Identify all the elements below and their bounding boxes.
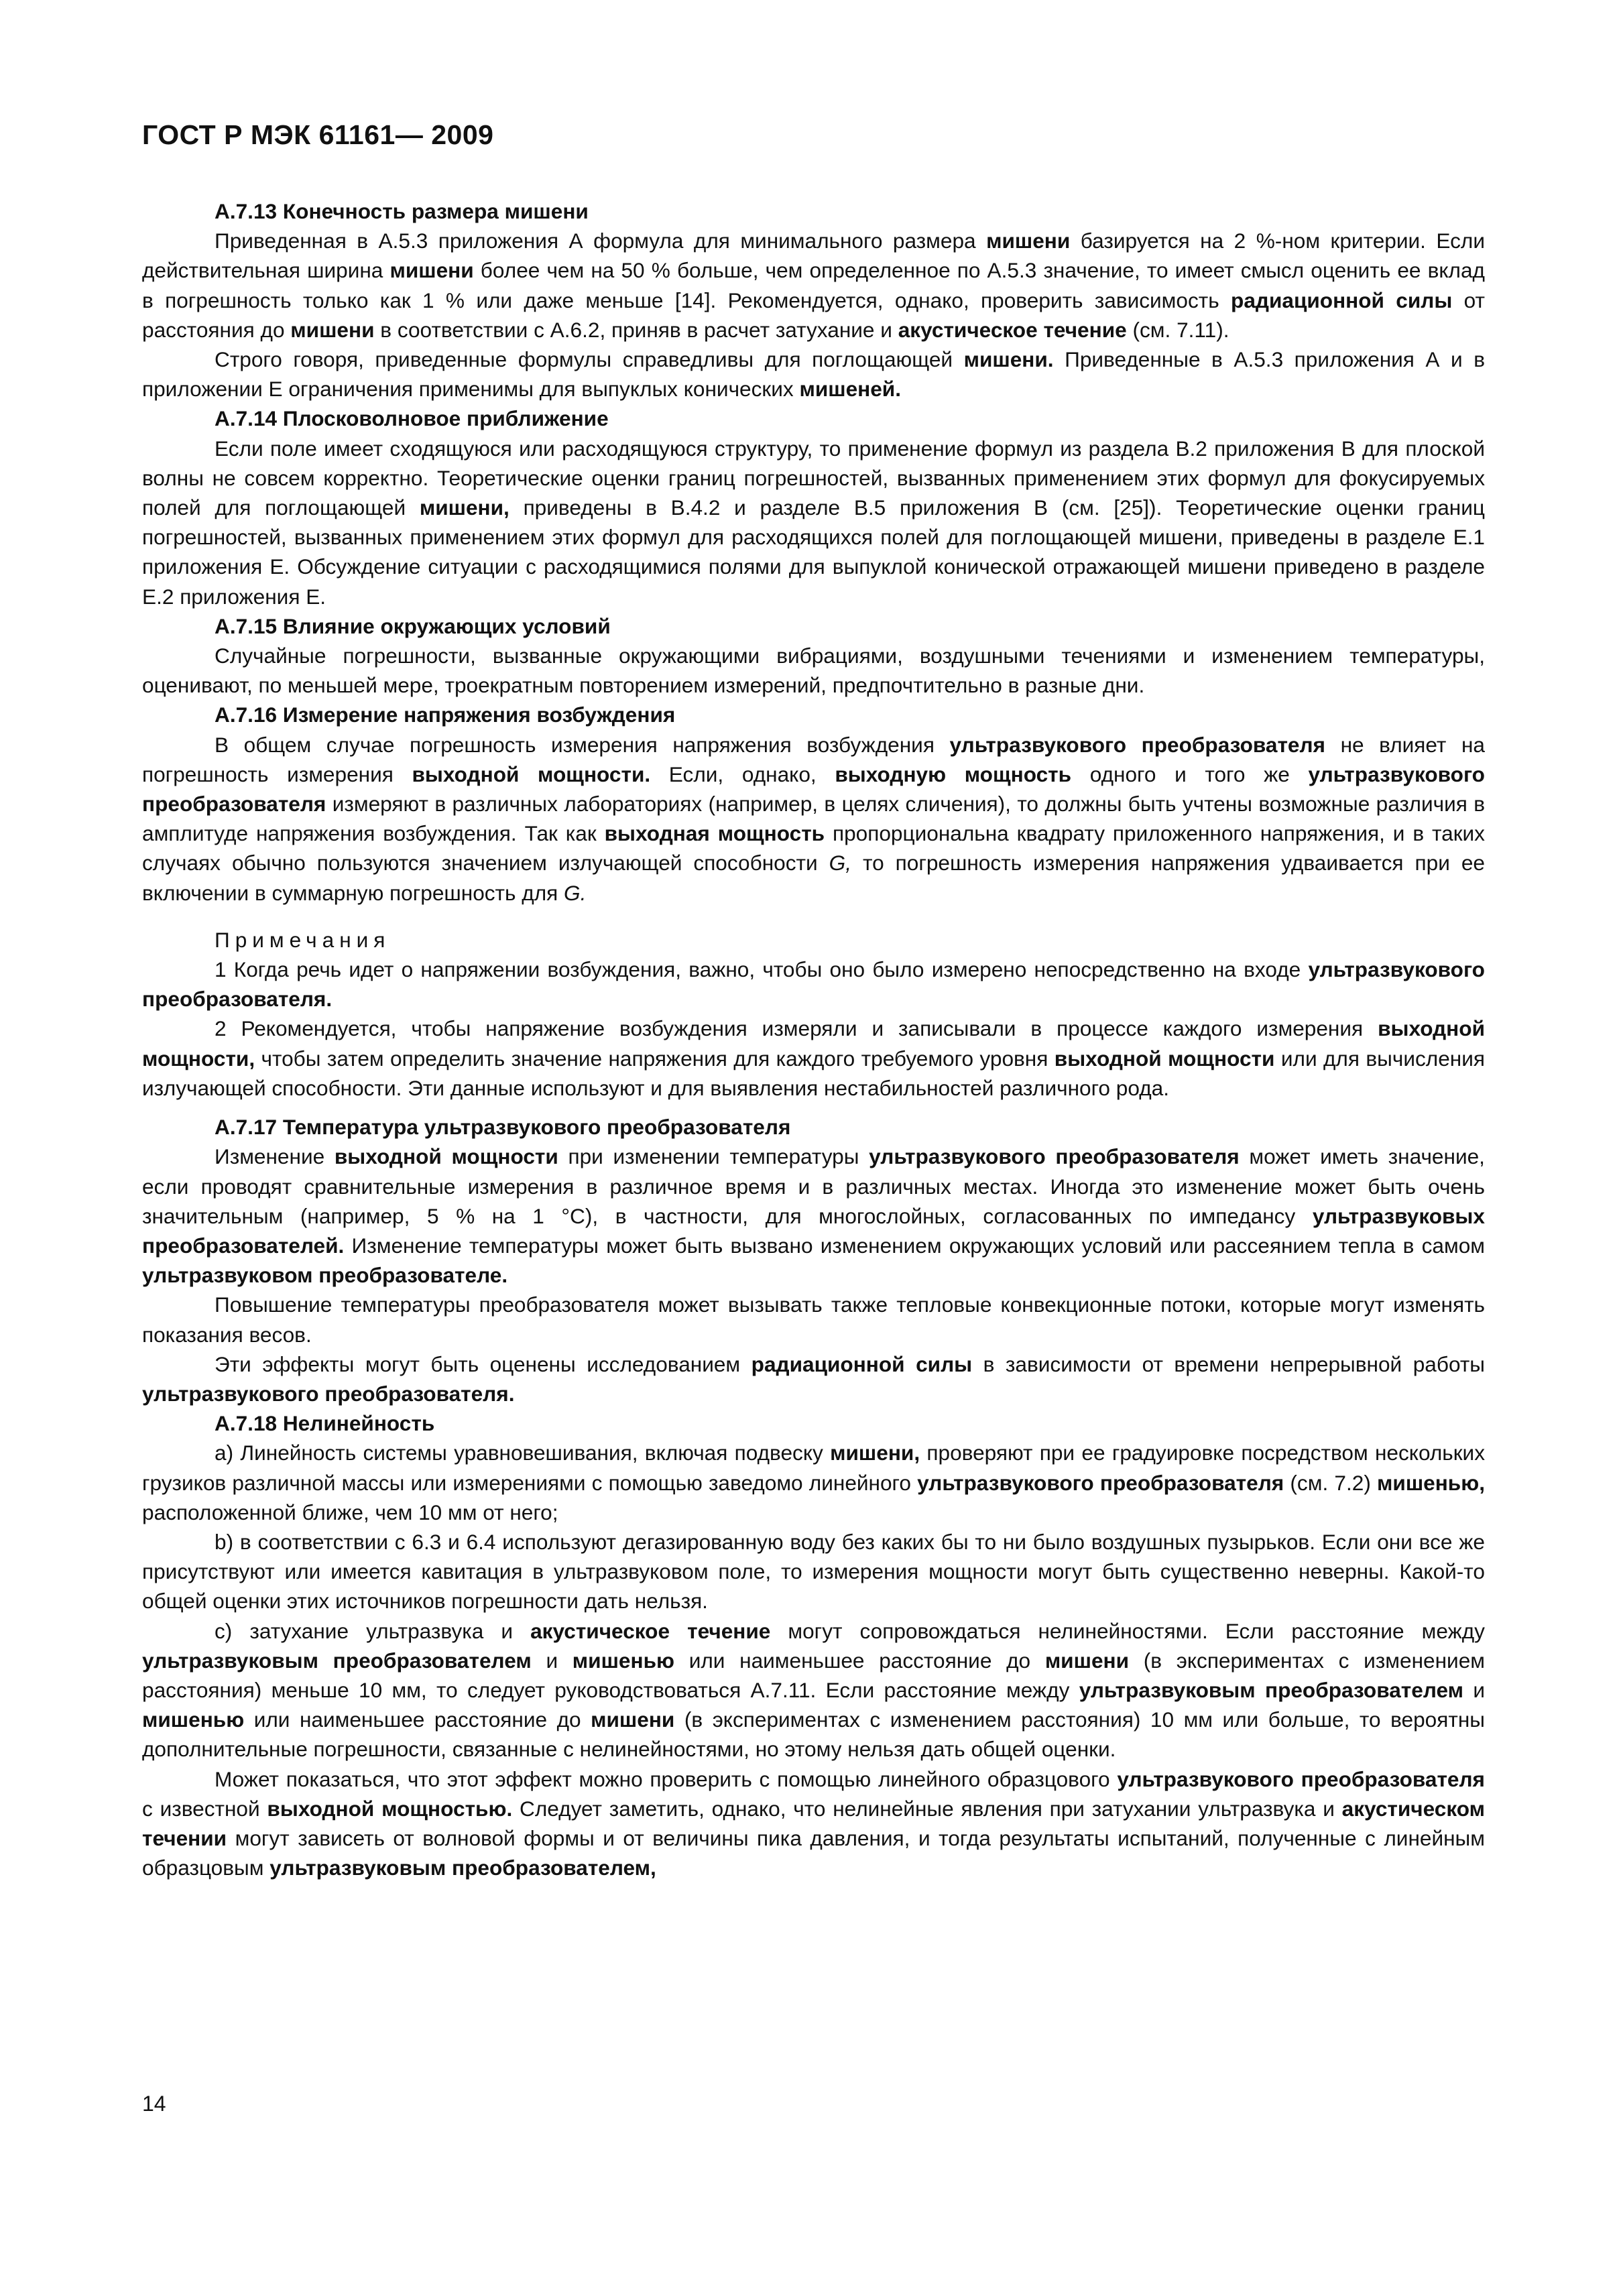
text-run: при изменении температуры bbox=[558, 1144, 869, 1169]
paragraph bbox=[142, 1014, 1485, 1103]
text-run: (в экспериментах с изменением расстояния) 10 мм или больше, то вероятны дополнительные погрешности, связанные с нелинейностями, но этому нельзя дать общей оценки. bbox=[142, 1707, 1485, 1762]
paragraph bbox=[142, 1349, 1485, 1408]
paragraph bbox=[142, 641, 1485, 700]
text-run: В общем случае погрешность измерения напряжения возбуждения bbox=[215, 732, 950, 757]
paragraph bbox=[142, 1142, 1485, 1290]
bold-term: радиационной силы bbox=[1231, 288, 1453, 312]
text-run: одного и того же bbox=[1071, 762, 1309, 786]
paragraph bbox=[142, 730, 1485, 908]
text-run: (см. 7.2) bbox=[1284, 1470, 1378, 1495]
text-run: Изменение температуры может быть вызвано изменением окружающих условий или рассеянием тепла в самом bbox=[344, 1233, 1485, 1258]
bold-term: мишени bbox=[986, 229, 1071, 253]
section-heading: А.7.13 Конечность размера мишени bbox=[215, 199, 589, 223]
text-run: Случайные погрешности, вызванные окружающими вибрациями, воздушными течениями и изменением температуры, оценивают, по меньшей мере, троекратным повторением измерений, предпочтительно в разные дни. bbox=[142, 644, 1485, 698]
text-run: Приведенные в А.5.3 приложения А и в приложении Е ограничения применимы для выпуклых конических bbox=[142, 347, 1485, 402]
text-run: Эти эффекты могут быть оценены исследованием bbox=[215, 1351, 752, 1376]
text-run: могут сопровождаться нелинейностями. Если расстояние между bbox=[770, 1618, 1485, 1643]
paragraph bbox=[142, 955, 1485, 1014]
paragraph bbox=[142, 226, 1485, 345]
text-run: 1 Когда речь идет о напряжении возбуждения, важно, чтобы оно было измерено непосредственно на входе bbox=[215, 957, 1309, 982]
bold-term: мишенью bbox=[142, 1707, 245, 1732]
text-run: более чем на 50 % больше, чем определенное по А.5.3 значение, то имеет смысл оценить ее вклад в погрешность только как 1 % или даже меньше [14]. Рекомендуется, однако, проверить зависимость bbox=[142, 258, 1485, 312]
text-run: Изменение bbox=[215, 1144, 335, 1169]
text-run: с) затухание ультразвука и bbox=[215, 1618, 531, 1643]
bold-term: ультразвуковым преобразователем bbox=[142, 1648, 532, 1673]
bold-term: выходной мощностью. bbox=[267, 1796, 513, 1821]
bold-term: мишени, bbox=[419, 495, 509, 520]
text-run: базируется на 2 %-ном критерии. Если действительная ширина bbox=[142, 229, 1485, 283]
text-run: пропорциональна квадрату приложенного напряжения, и в таких случаях обычно пользуются значением излучающей способности bbox=[142, 821, 1485, 875]
bold-term: ультразвуковых преобразователей. bbox=[142, 1203, 1485, 1258]
bold-term: мишенью bbox=[572, 1648, 674, 1673]
text-run: или наименьшее расстояние до bbox=[674, 1648, 1045, 1673]
section-heading: А.7.14 Плосковолновое приближение bbox=[215, 406, 609, 431]
text-run: чтобы затем определить значение напряжения для каждого требуемого уровня bbox=[255, 1046, 1055, 1071]
text-run: и bbox=[531, 1648, 573, 1673]
section-heading: А.7.15 Влияние окружающих условий bbox=[215, 613, 611, 638]
italic-symbol: G, bbox=[829, 851, 851, 875]
bold-term: выходной мощности bbox=[1054, 1046, 1275, 1071]
section-heading: А.7.16 Измерение напряжения возбуждения bbox=[215, 703, 676, 727]
text-run: а) Линейность системы уравновешивания, включая подвеску bbox=[215, 1441, 831, 1465]
italic-symbol: G. bbox=[564, 880, 587, 905]
text-run: Может показаться, что этот эффект можно проверить с помощью линейного образцового bbox=[215, 1766, 1118, 1791]
bold-term: мишени bbox=[591, 1707, 675, 1732]
text-run: 2 Рекомендуется, чтобы напряжение возбуждения измеряли и записывали в процессе каждого измерения bbox=[215, 1016, 1378, 1041]
text-run: или для вычисления излучающей способности. Эти данные используют и для выявления нестабильностей различного рода. bbox=[142, 1046, 1485, 1100]
text-run: Приведенная в А.5.3 приложения А формула для минимального размера bbox=[215, 229, 987, 253]
document-body bbox=[142, 196, 1485, 1882]
text-run: расположенной ближе, чем 10 мм от него; bbox=[142, 1500, 558, 1524]
document-header: ГОСТ Р МЭК 61161— 2009 bbox=[142, 119, 494, 150]
paragraph bbox=[142, 434, 1485, 611]
bold-term: радиационной силы bbox=[751, 1351, 973, 1376]
spacer bbox=[142, 1103, 1485, 1112]
notes-title: Примечания bbox=[215, 927, 391, 952]
text-run: b) в соответствии с 6.3 и 6.4 используют дегазированную воду без каких бы то ни было воздушных пузырьков. Если они все же присутствуют или имеется кавитация в ультразвуковом поле, то измерения мощности могут быть существенно неверны. Какой-то общей оценки этих источников погрешности дать нельзя. bbox=[142, 1529, 1485, 1614]
paragraph bbox=[142, 1527, 1485, 1616]
text-run: с известной bbox=[142, 1796, 267, 1821]
text-run: проверяют при ее градуировке посредством нескольких грузиков различной массы или измерениями с помощью заведомо линейного bbox=[142, 1441, 1486, 1495]
section-heading: А.7.17 Температура ультразвукового преобразователя bbox=[215, 1115, 791, 1140]
bold-term: ультразвукового преобразователя. bbox=[142, 957, 1485, 1012]
text-run: может иметь значение, если проводят сравнительные измерения в различное время и в различных местах. Иногда это изменение может быть очень значительным (например, 5 % на 1 °С), в частности, для многослойных, согласованных по импедансу bbox=[142, 1144, 1485, 1228]
text-run: Если поле имеет сходящуюся или расходящуюся структуру, то применение формул из раздела В.2 приложения В для плоской волны не совсем корректно. Теоретические оценки границ погрешностей, вызванных применением этих формул для фокусируемых полей для поглощающей bbox=[142, 436, 1485, 520]
bold-term: мишенью, bbox=[1377, 1470, 1485, 1495]
text-run: не влияет на погрешность измерения bbox=[142, 732, 1485, 786]
bold-term: выходной мощности. bbox=[412, 762, 651, 786]
paragraph bbox=[142, 345, 1485, 404]
bold-term: ультразвукового преобразователя bbox=[917, 1470, 1284, 1495]
bold-term: мишени bbox=[290, 317, 375, 342]
bold-term: мишени, bbox=[830, 1441, 920, 1465]
text-run: Повышение температуры преобразователя может вызывать также тепловые конвекционные потоки, которые могут изменять показания весов. bbox=[142, 1292, 1485, 1347]
text-run: в соответствии с А.6.2, приняв в расчет затухание и bbox=[374, 317, 898, 342]
bold-term: выходная мощность bbox=[604, 821, 825, 846]
page-number: 14 bbox=[142, 2092, 166, 2116]
text-run: (в экспериментах с изменением расстояния) меньше 10 мм, то следует руководствоваться А.7.11. Если расстояние между bbox=[142, 1648, 1485, 1702]
bold-term: мишеней. bbox=[799, 377, 902, 402]
paragraph bbox=[142, 1616, 1485, 1764]
paragraph bbox=[142, 1290, 1485, 1349]
bold-term: выходную мощность bbox=[835, 762, 1072, 786]
bold-term: мишени bbox=[1044, 1648, 1130, 1673]
text-run: Строго говоря, приведенные формулы справедливы для поглощающей bbox=[215, 347, 964, 372]
bold-term: ультразвуковым преобразователем, bbox=[269, 1856, 656, 1880]
text-run: измеряют в различных лабораториях (например, в целях сличения), то должны быть учтены возможные различия в амплитуде напряжения возбуждения. Так как bbox=[142, 792, 1485, 846]
paragraph bbox=[142, 1764, 1485, 1883]
text-run: то погрешность измерения напряжения удваивается при ее включении в суммарную погрешность для bbox=[142, 851, 1485, 905]
text-run: (см. 7.11). bbox=[1126, 317, 1229, 342]
bold-term: выходной мощности bbox=[334, 1144, 558, 1169]
section-heading: А.7.18 Нелинейность bbox=[215, 1411, 435, 1436]
bold-term: акустическое течение bbox=[898, 317, 1127, 342]
paragraph bbox=[142, 1438, 1485, 1527]
bold-term: ультразвуковом преобразователе. bbox=[142, 1263, 508, 1288]
text-run: Если, однако, bbox=[650, 762, 835, 786]
bold-term: ультразвукового преобразователя bbox=[949, 732, 1325, 757]
text-run: могут зависеть от волновой формы и от величины пика давления, и тогда результаты испытаний, полученные с линейным образцовым bbox=[142, 1825, 1485, 1880]
bold-term: ультразвукового преобразователя. bbox=[142, 1381, 515, 1406]
bold-term: акустическом течении bbox=[142, 1796, 1486, 1850]
bold-term: выходной мощности, bbox=[142, 1016, 1485, 1071]
bold-term: мишени bbox=[389, 258, 474, 283]
bold-term: ультразвукового преобразователя bbox=[869, 1144, 1240, 1169]
text-run: от расстояния до bbox=[142, 288, 1486, 342]
text-run: в зависимости от времени непрерывной работы bbox=[972, 1351, 1485, 1376]
bold-term: акустическое течение bbox=[530, 1618, 771, 1643]
text-run: приведены в В.4.2 и разделе В.5 приложения В (см. [25]). Теоретические оценки границ погрешностей, вызванных применением этих формул для расходящихся полей для поглощающей мишени, приведены в разделе Е.1 приложения Е. Обсуждение ситуации с расходящимися полями для выпуклой конической отражающей мишени приведено в разделе Е.2 приложения Е. bbox=[142, 495, 1485, 609]
bold-term: мишени. bbox=[963, 347, 1054, 372]
bold-term: ультразвукового преобразователя bbox=[1117, 1766, 1485, 1791]
text-run: и bbox=[1463, 1677, 1485, 1702]
text-run: или наименьшее расстояние до bbox=[244, 1707, 591, 1732]
text-run: Следует заметить, однако, что нелинейные явления при затухании ультразвука и bbox=[512, 1796, 1342, 1821]
bold-term: ультразвукового преобразователя bbox=[142, 762, 1485, 817]
bold-term: ультразвуковым преобразователем bbox=[1079, 1677, 1464, 1702]
